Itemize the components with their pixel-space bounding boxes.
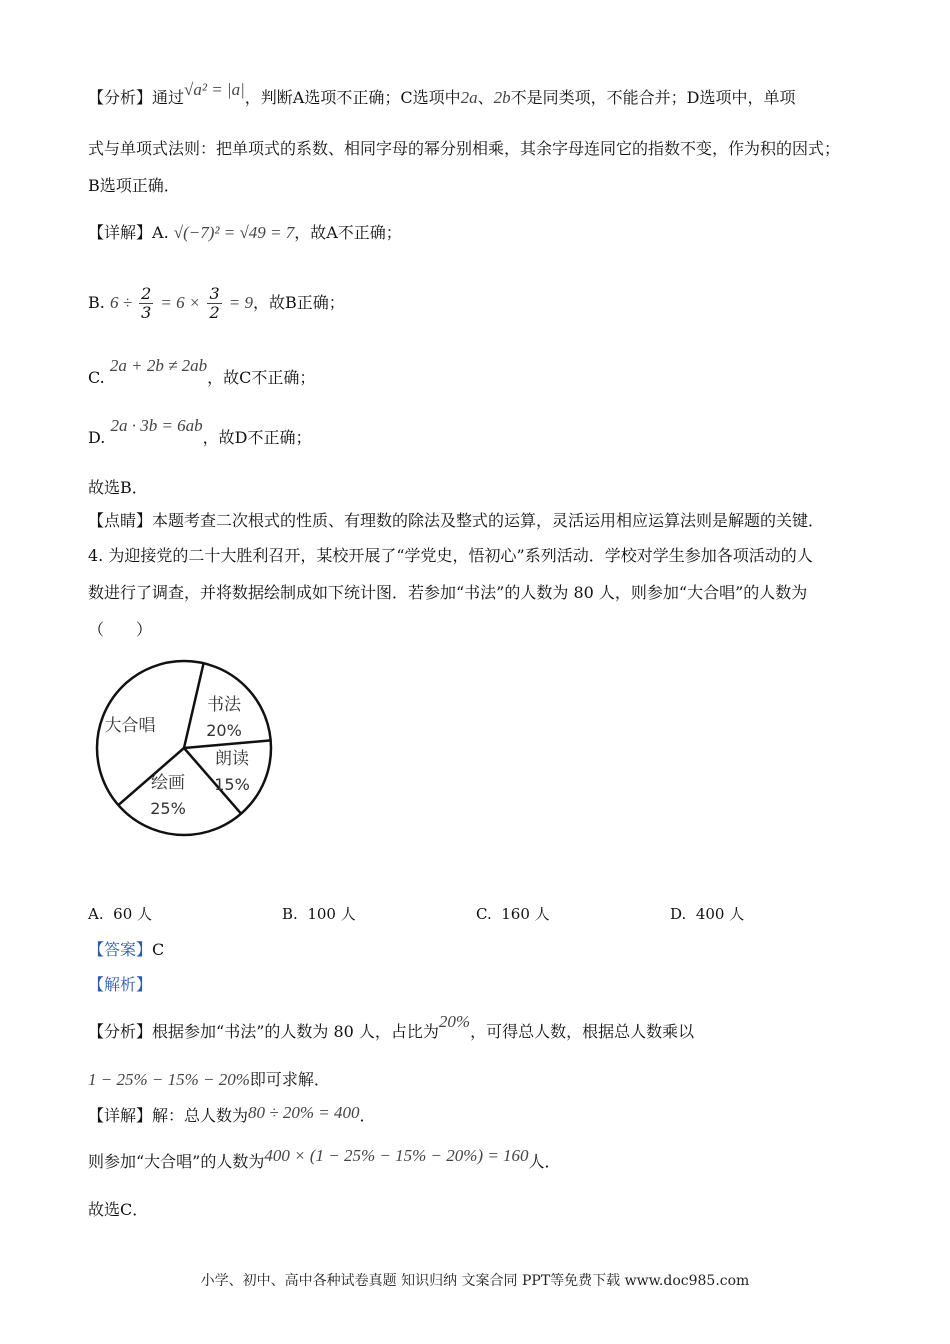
slice-value-2: 25% <box>150 799 186 818</box>
analysis-line-2: 式与单项式法则：把单项式的系数、相同字母的幂分别相乘，其余字母连同它的指数不变，作为积的因式； <box>88 139 841 158</box>
fraction-2-3: $\frac{2}{3}$ <box>141 284 152 322</box>
option-c[interactable]: C. 160 人 <box>476 905 550 923</box>
answer-line <box>88 940 164 960</box>
math-sqrt-49: √(−7)² = √49 = 7 <box>173 223 295 242</box>
detail-tag: 【详解】 <box>88 223 153 242</box>
detail-choose: 故选B． <box>88 478 148 497</box>
comment-line: 【点睛】本题考查二次根式的性质、有理数的除法及整式的运算，灵活运用相应运算法则是解题的关键． <box>88 511 825 530</box>
slice-label-0: 书法 <box>207 695 241 715</box>
pie-chart <box>84 658 284 848</box>
analysis-line-3: B选项正确． <box>88 176 180 195</box>
slice-value-0: 20% <box>206 721 242 740</box>
question-4-line-2: 数进行了调查，并将数据绘制成如下统计图．若参加“书法”的人数为 80 人，则参加“大合唱”的人数为 <box>88 583 808 602</box>
option-d[interactable]: D. 400 人 <box>670 905 745 923</box>
question-4-line-3: （ ） <box>88 620 153 639</box>
detail2-choose: 故选C． <box>88 1200 149 1219</box>
option-b[interactable]: B. 100 人 <box>282 905 356 923</box>
detail-option-b: B. 6 ÷ $\frac{2}{3}$ = 6 × $\frac{3}{2}$ = 9，故B正确； <box>88 284 345 322</box>
detail-option-a: 【详解】A. √(−7)² = √49 = 7，故A不正确； <box>88 223 402 242</box>
comment-tag: 【点睛】 <box>88 511 153 530</box>
explain-tag: 【解析】 <box>88 975 153 994</box>
slice-label-2: 绘画 <box>151 773 185 793</box>
slice-label-3: 大合唱 <box>104 716 156 736</box>
answer-tag: 【答案】 <box>88 940 153 959</box>
slice-value-1: 15% <box>214 775 250 794</box>
analysis-line-1: 【分析】通过√a² = |a|，判断A选项不正确；C选项中2a、2b不是同类项，不能合并；D选项中，单项 <box>88 80 796 107</box>
answer-value: C <box>152 940 165 959</box>
slice-label-1: 朗读 <box>215 749 249 769</box>
analysis2-line-1: 【分析】根据参加“书法”的人数为 80 人，占比为20%，可得总人数，根据总人数乘以 <box>88 1012 695 1041</box>
detail-option-d: D. 2a · 3b = 6ab，故D不正确； <box>88 416 312 447</box>
detail2-line-2: 则参加“大合唱”的人数为400 × (1 − 25% − 15% − 20%) = 160人． <box>88 1146 561 1171</box>
analysis-tag: 【分析】 <box>88 88 153 107</box>
analysis2-line-2: 1 − 25% − 15% − 20%即可求解． <box>88 1070 330 1089</box>
option-a[interactable]: A. 60 人 <box>88 905 153 923</box>
fraction-3-2: $\frac{3}{2}$ <box>209 284 220 322</box>
detail2-line-1: 【详解】解：总人数为80 ÷ 20% = 400． <box>88 1103 376 1125</box>
question-4-line-1: 4. 为迎接党的二十大胜利召开，某校开展了“学党史，悟初心”系列活动．学校对学生参加各项活动的人 <box>88 546 813 565</box>
math-sqrt-abs: √a² = |a| <box>184 80 245 99</box>
footer: 小学、初中、高中各种试卷真题 知识归纳 文案合同 PPT等免费下载 www.doc985.com <box>200 1273 750 1289</box>
detail-option-c: C. 2a + 2b ≠ 2ab，故C不正确； <box>88 356 316 387</box>
